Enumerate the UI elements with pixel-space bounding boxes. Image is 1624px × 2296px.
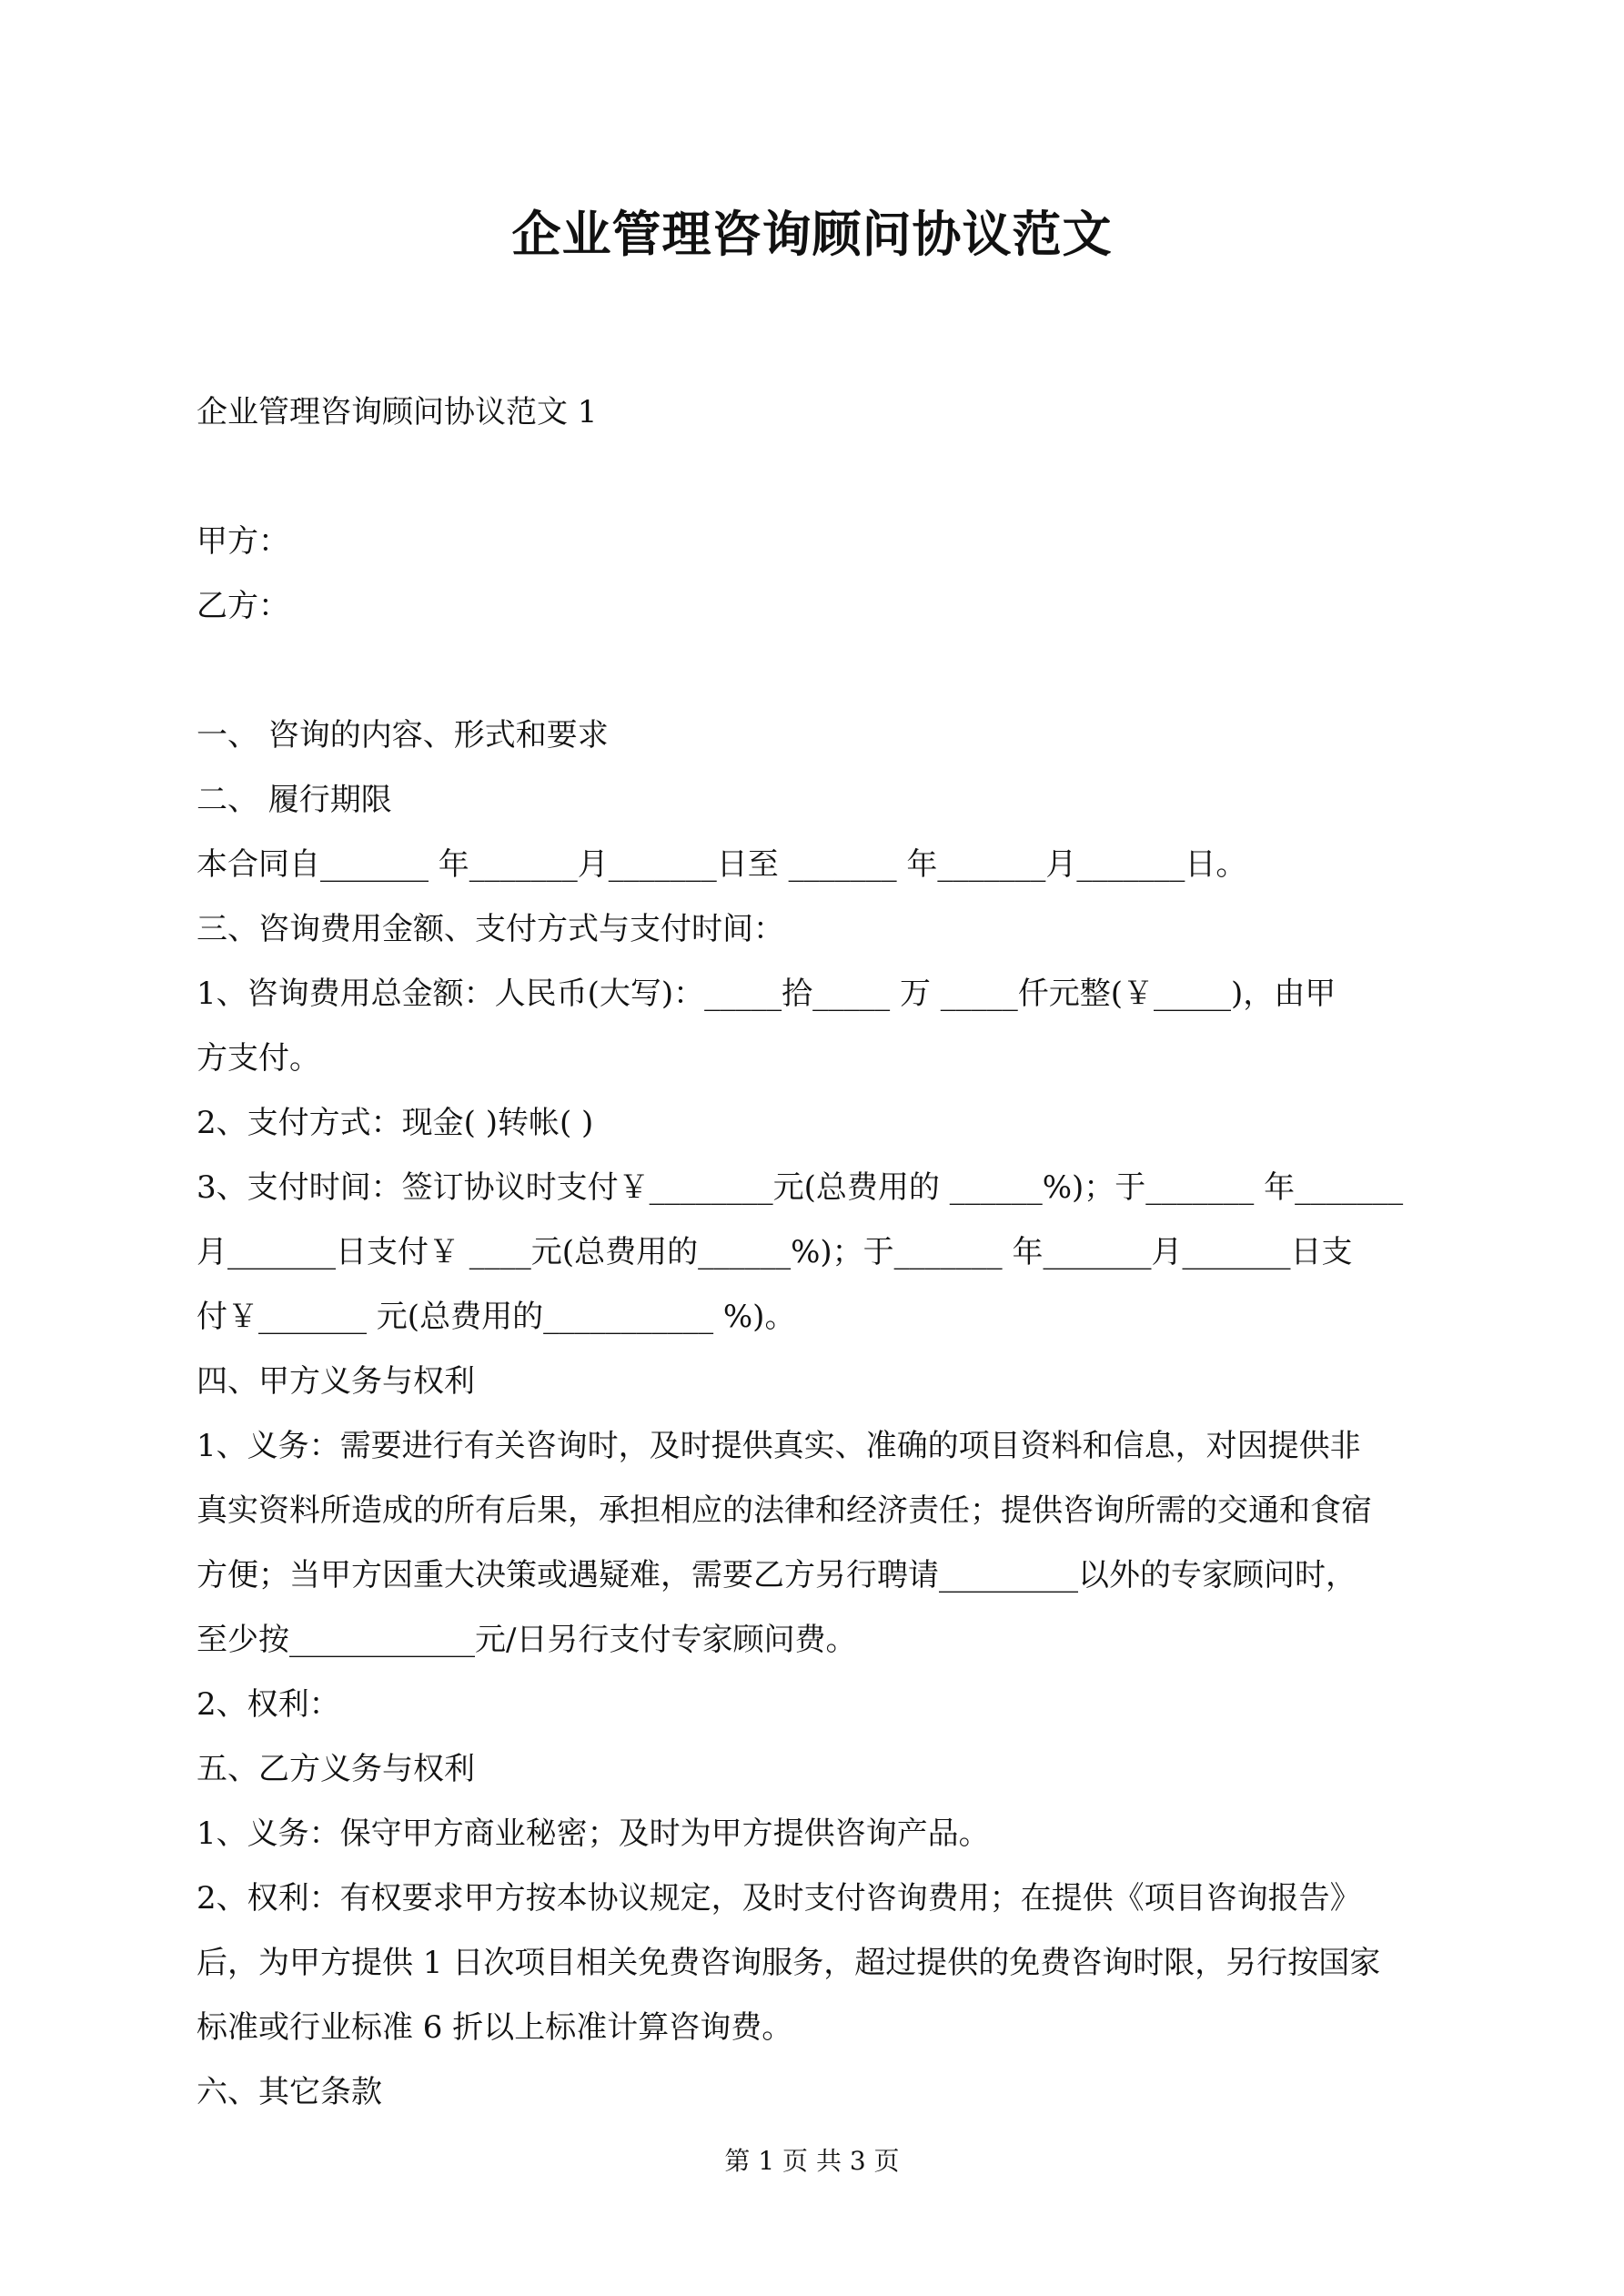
document-subtitle: 企业管理咨询顾问协议范文 1 [197, 394, 598, 430]
payment-method-line: 2、支付方式：现金( )转帐( ) [197, 1105, 594, 1141]
section-heading-4: 四、甲方义务与权利 [197, 1363, 475, 1400]
section-heading-1: 一、 咨询的内容、形式和要求 [197, 717, 609, 754]
spacer [197, 445, 1443, 510]
section-heading-6: 六、其它条款 [197, 2074, 382, 2110]
party-a-rights-line: 2、权利： [197, 1686, 340, 1723]
fee-total-line: 1、咨询费用总金额：人民币(大写)：_____拾_____ 万 _____仟元整(￥_____)，由甲 [197, 976, 1337, 1012]
party-b-rights-line: 2、权利：有权要求甲方按本协议规定，及时支付咨询费用；在提供《项目咨询报告》 [197, 1880, 1361, 1917]
section-heading-3: 三、咨询费用金额、支付方式与支付时间： [197, 911, 784, 947]
party-a-duty-line-cont: 方便；当甲方因重大决策或遇疑难，需要乙方另行聘请_________以外的专家顾问时， [197, 1557, 1357, 1593]
document-body [197, 380, 1443, 2125]
section-heading-2: 二、 履行期限 [197, 782, 392, 818]
party-a-duty-line-end: 至少按____________元/日另行支付专家顾问费。 [197, 1622, 857, 1658]
party-b-rights-line-end: 标准或行业标准 6 折以上标准计算咨询费。 [197, 2009, 793, 2046]
spacer [197, 639, 1443, 703]
page-number-footer: 第 1 页 共 3 页 [724, 2146, 900, 2176]
fee-total-line-cont: 方支付。 [197, 1040, 320, 1077]
document-title: 企业管理咨询顾问协议范文 [511, 205, 1113, 263]
party-a-label: 甲方： [197, 523, 289, 560]
section-heading-5: 五、乙方义务与权利 [197, 1751, 475, 1787]
party-b-rights-line-cont: 后，为甲方提供 1 日次项目相关免费咨询服务，超过提供的免费咨询时限，另行按国家 [197, 1945, 1381, 1981]
payment-time-line-cont: 月_______日支付￥ ____元(总费用的______%)；于_______ 年_______月_______日支 [197, 1234, 1353, 1270]
payment-time-line: 3、支付时间：签订协议时支付￥________元(总费用的 ______%)；于_______ 年_______ [197, 1169, 1404, 1206]
payment-time-line-end: 付￥_______ 元(总费用的___________ %)。 [197, 1299, 796, 1335]
party-a-duty-line-cont: 真实资料所造成的所有后果，承担相应的法律和经济责任；提供咨询所需的交通和食宿 [197, 1492, 1372, 1529]
contract-period-line: 本合同自_______ 年_______月_______日至 _______ 年_______月_______日。 [197, 846, 1247, 883]
party-b-label: 乙方： [197, 588, 289, 624]
party-b-duty-line: 1、义务：保守甲方商业秘密；及时为甲方提供咨询产品。 [197, 1816, 990, 1852]
party-a-duty-line: 1、义务：需要进行有关咨询时，及时提供真实、准确的项目资料和信息，对因提供非 [197, 1428, 1361, 1464]
